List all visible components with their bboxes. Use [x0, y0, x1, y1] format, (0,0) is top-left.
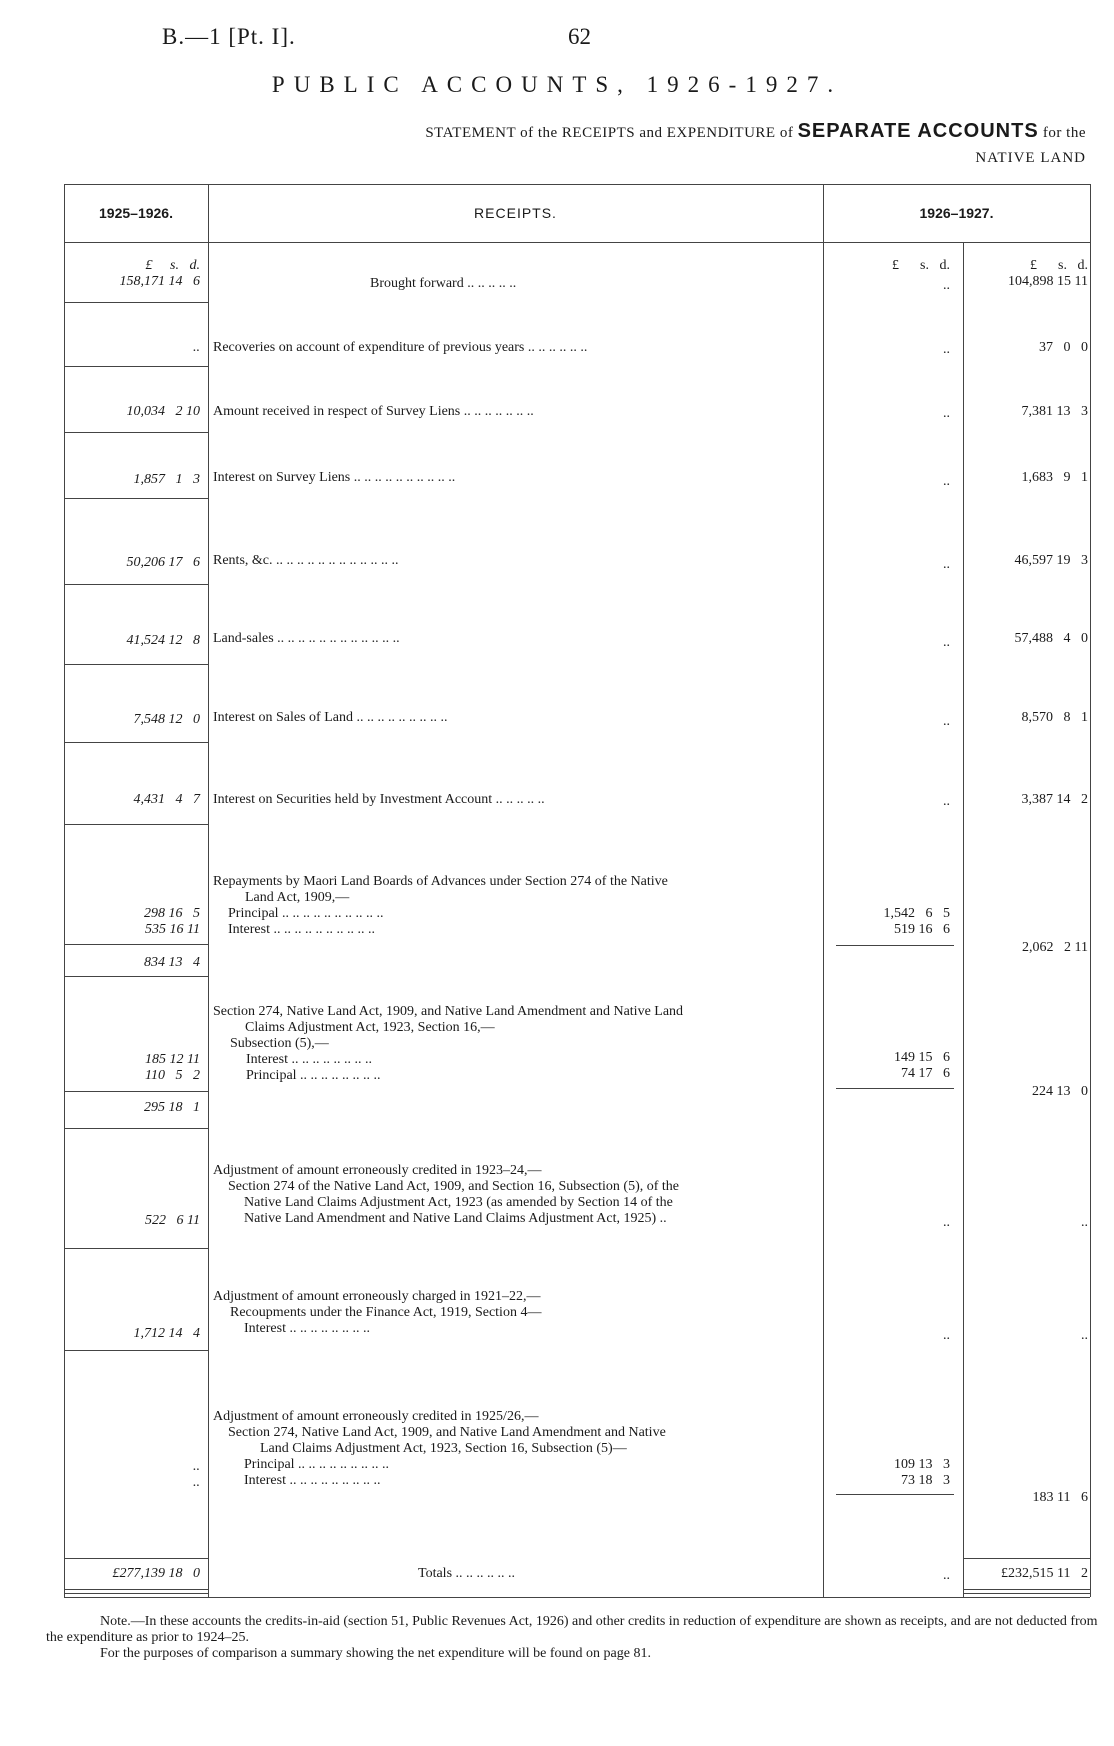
row-label: Amount received in respect of Survey Liens .. .. .. .. .. .. .. [213, 404, 534, 419]
row-label-line3: Native Land Claims Adjustment Act, 1923 (as amended by Section 14 of the [244, 1195, 673, 1210]
table-top-rule [64, 184, 1090, 185]
totals-double-rule-d [963, 1593, 1090, 1594]
prev-total: 834 13 4 [144, 955, 200, 970]
row-label: Rents, &c. .. .. .. .. .. .. .. .. .. .. .. .. [213, 553, 399, 568]
curr-amount: 8,570 8 1 [1021, 710, 1088, 725]
totals-top-rule [64, 1558, 208, 1559]
subtotal-rule [836, 1494, 954, 1495]
row-rule [64, 366, 208, 367]
prev-interest: 535 16 11 [145, 922, 200, 937]
mid-principal: 109 13 3 [894, 1457, 950, 1472]
row-rule [64, 1091, 208, 1092]
col-divider-1 [208, 184, 209, 1597]
row-rule [64, 824, 208, 825]
prev-total: £277,139 18 0 [112, 1566, 200, 1581]
interest-label: Interest .. .. .. .. .. .. .. .. [246, 1052, 372, 1067]
subtitle-post: for the [1042, 125, 1086, 141]
mid-interest: 73 18 3 [901, 1473, 950, 1488]
row-label-line2: Claims Adjustment Act, 1923, Section 16,— [245, 1020, 495, 1035]
mid-amount: .. [943, 278, 950, 293]
table-right-rule [1090, 184, 1091, 1597]
row-label-line3: Interest .. .. .. .. .. .. .. .. [244, 1321, 370, 1336]
row-rule [64, 976, 208, 977]
curr-amount: 7,381 13 3 [1021, 404, 1088, 419]
prev-interest: 185 12 11 [145, 1052, 200, 1067]
row-label: Brought forward .. .. .. .. .. [370, 276, 517, 291]
curr-amount: 104,898 15 11 [1008, 274, 1088, 289]
mid-total: .. [943, 1568, 950, 1583]
row-label: Land-sales .. .. .. .. .. .. .. .. .. .. .. .. [213, 631, 400, 646]
statement-subtitle-2: NATIVE LAND [975, 150, 1086, 166]
curr-total: £232,515 11 2 [1001, 1566, 1088, 1581]
mid-amount: .. [943, 342, 950, 357]
mid-amount: .. [943, 557, 950, 572]
row-label-line2: Section 274, Native Land Act, 1909, and Native Land Amendment and Native [228, 1425, 666, 1440]
curr-amount: 224 13 0 [1032, 1084, 1088, 1099]
currency-heading-right: £ s. d. [1030, 258, 1088, 273]
mid-amount: .. [943, 714, 950, 729]
curr-amount: 183 11 6 [1032, 1490, 1088, 1505]
mid-amount: .. [943, 794, 950, 809]
mid-principal: 74 17 6 [901, 1066, 950, 1081]
curr-amount: 37 0 0 [1039, 340, 1088, 355]
col-header-prev-year: 1925–1926. [99, 205, 173, 221]
mid-amount: .. [943, 406, 950, 421]
subtotal-rule [836, 945, 954, 946]
row-label-line2: Recoupments under the Finance Act, 1919, Section 4— [230, 1305, 542, 1320]
prev-principal: 298 16 5 [144, 906, 200, 921]
statement-subtitle [425, 120, 1086, 143]
prev-amount: 10,034 2 10 [126, 404, 200, 419]
row-label-line1: Adjustment of amount erroneously charged in 1921–22,— [213, 1289, 541, 1304]
row-label-line1: Adjustment of amount erroneously credited in 1925/26,— [213, 1409, 539, 1424]
row-label-line2: Land Act, 1909,— [245, 890, 350, 905]
header-rule [64, 242, 1090, 243]
prev-amount: 7,548 12 0 [133, 712, 200, 727]
page-title: PUBLIC ACCOUNTS, 1926-1927. [271, 72, 843, 97]
interest-label: Interest .. .. .. .. .. .. .. .. .. .. [228, 922, 375, 937]
prev-amount: 522 6 11 [145, 1213, 200, 1228]
prev-amount: 158,171 14 6 [119, 274, 200, 289]
row-rule [64, 432, 208, 433]
mid-amount: .. [943, 635, 950, 650]
row-rule [64, 302, 208, 303]
curr-amount: 57,488 4 0 [1014, 631, 1088, 646]
curr-amount: 3,387 14 2 [1021, 792, 1088, 807]
row-label-line2: Section 274 of the Native Land Act, 1909, and Section 16, Subsection (5), of the [228, 1179, 680, 1194]
curr-amount: 2,062 2 11 [1022, 940, 1088, 955]
row-rule [64, 1248, 208, 1249]
totals-label: Totals .. .. .. .. .. .. [418, 1566, 516, 1581]
prev-amount: 41,524 12 8 [126, 633, 200, 648]
prev-total: 295 18 1 [144, 1100, 200, 1115]
row-rule [64, 1128, 208, 1129]
row-label-line3: Subsection (5),— [230, 1036, 329, 1051]
row-rule [64, 1350, 208, 1351]
totals-double-rule-b [64, 1593, 208, 1594]
curr-amount: .. [1081, 1328, 1088, 1343]
mid-amount: .. [943, 474, 950, 489]
principal-label: Principal .. .. .. .. .. .. .. .. .. .. [228, 906, 384, 921]
page-number: 62 [568, 24, 591, 49]
row-label: Interest on Securities held by Investment Account .. .. .. .. .. [213, 792, 545, 807]
prev-amount: 4,431 4 7 [133, 792, 200, 807]
prev-amount: 1,712 14 4 [133, 1326, 200, 1341]
principal-label: Principal .. .. .. .. .. .. .. .. [246, 1068, 381, 1083]
row-label: Interest on Survey Liens .. .. .. .. .. .. .. .. .. .. [213, 470, 456, 485]
mid-interest: 149 15 6 [894, 1050, 950, 1065]
prev-principal: .. [193, 1459, 200, 1474]
curr-amount: 46,597 19 3 [1014, 553, 1088, 568]
row-label-line1: Adjustment of amount erroneously credited in 1923–24,— [213, 1163, 542, 1178]
table-left-rule [64, 184, 65, 1597]
totals-double-rule-a [64, 1589, 208, 1590]
footnote-2: For the purposes of comparison a summary showing the net expenditure will be found on page 81. [100, 1646, 651, 1661]
row-label-line1: Section 274, Native Land Act, 1909, and Native Land Amendment and Native Land [213, 1004, 684, 1019]
mid-amount: .. [943, 1328, 950, 1343]
mid-interest: 519 16 6 [894, 922, 950, 937]
subtitle-pre: STATEMENT of the RECEIPTS and EXPENDITURE of [425, 125, 794, 141]
row-label-line3: Land Claims Adjustment Act, 1923, Section 16, Subsection (5)— [260, 1441, 627, 1456]
currency-heading-mid: £ s. d. [892, 258, 950, 273]
row-rule [64, 944, 208, 945]
col-divider-3 [963, 242, 964, 1597]
footnote-1: Note.—In these accounts the credits-in-aid (section 51, Public Revenues Act, 1926) and other credits in reduction of expenditure are shown as receipts, and are not deducted from the expenditure as prior to 1924–25. [46, 1614, 1098, 1645]
row-rule [64, 742, 208, 743]
row-label-line4: Native Land Amendment and Native Land Claims Adjustment Act, 1925) .. [244, 1211, 667, 1226]
row-rule [64, 664, 208, 665]
prev-principal: 110 5 2 [145, 1068, 200, 1083]
table-bottom-rule [64, 1597, 1090, 1598]
totals-top-rule-right [963, 1558, 1090, 1559]
document-reference: B.—1 [Pt. I]. [162, 24, 296, 49]
subtotal-rule [836, 1088, 954, 1089]
row-label: Recoveries on account of expenditure of previous years .. .. .. .. .. .. [213, 340, 588, 355]
subtitle-bold: SEPARATE ACCOUNTS [797, 120, 1039, 142]
row-rule [64, 584, 208, 585]
curr-amount: .. [1081, 1215, 1088, 1230]
prev-amount: 1,857 1 3 [133, 472, 200, 487]
col-header-receipts: RECEIPTS. [474, 205, 557, 221]
prev-amount: .. [193, 340, 200, 355]
principal-label: Principal .. .. .. .. .. .. .. .. .. [244, 1457, 390, 1472]
prev-amount: 50,206 17 6 [126, 555, 200, 570]
col-header-curr-year: 1926–1927. [919, 205, 994, 221]
mid-principal: 1,542 6 5 [883, 906, 950, 921]
row-label-line1: Repayments by Maori Land Boards of Advances under Section 274 of the Native [213, 874, 668, 889]
mid-amount: .. [943, 1215, 950, 1230]
totals-double-rule-c [963, 1589, 1090, 1590]
row-label: Interest on Sales of Land .. .. .. .. .. .. .. .. .. [213, 710, 448, 725]
interest-label: Interest .. .. .. .. .. .. .. .. .. [244, 1473, 381, 1488]
prev-interest: .. [193, 1475, 200, 1490]
currency-heading-prev: £ s. d. [145, 258, 200, 273]
curr-amount: 1,683 9 1 [1021, 470, 1088, 485]
row-rule [64, 498, 208, 499]
